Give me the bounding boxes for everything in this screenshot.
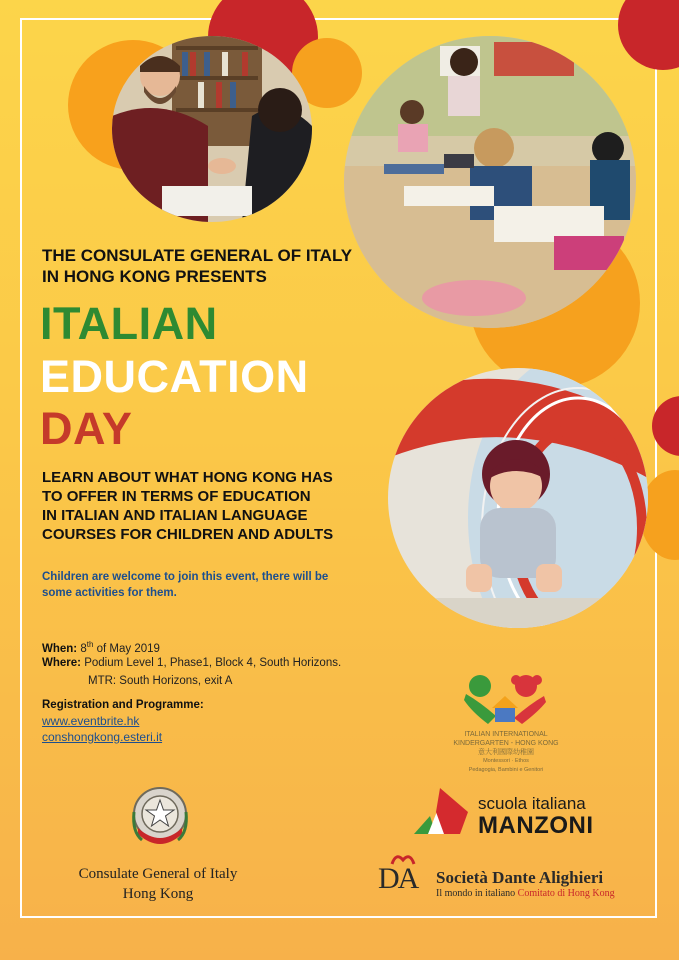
classroom-photo xyxy=(344,36,636,328)
manzoni-line-2: MANZONI xyxy=(478,812,594,839)
when-rest: of May 2019 xyxy=(96,642,160,655)
consulate-name xyxy=(60,864,256,904)
where-value: Podium Level 1, Phase1, Block 4, South Horizons. xyxy=(84,657,342,669)
eventbrite-link[interactable]: www.eventbrite.hk xyxy=(42,714,140,728)
consulate-line-1: Consulate General of Italy xyxy=(78,866,238,882)
presenter-heading xyxy=(42,245,352,287)
event-where xyxy=(42,655,341,671)
presenter-line-1: THE CONSULATE GENERAL OF ITALY xyxy=(42,246,353,265)
description-line-4: COURSES FOR CHILDREN AND ADULTS xyxy=(42,526,334,543)
children-note xyxy=(42,569,382,601)
description-line-2: TO OFFER IN TERMS OF EDUCATION xyxy=(42,488,311,505)
kindergarten-line-1: ITALIAN INTERNATIONAL xyxy=(464,731,548,738)
title-education: EDUCATION xyxy=(40,351,309,402)
children-note-line-2: some activities for them. xyxy=(42,587,177,599)
dante-tagline-a: Il mondo in italiano xyxy=(436,888,516,899)
manzoni-logo-icon xyxy=(410,782,474,838)
where-label: Where: xyxy=(42,657,81,669)
event-mtr: MTR: South Horizons, exit A xyxy=(88,675,233,687)
presenter-line-2: IN HONG KONG PRESENTS xyxy=(42,267,267,286)
kindergarten-small-2: Pedagogia, Bambini e Genitori xyxy=(468,767,544,773)
dante-monogram: DA xyxy=(378,862,418,895)
kindergarten-chinese: 意大利國際幼稚園 xyxy=(478,749,534,756)
italian-emblem-icon xyxy=(128,782,192,852)
kindergarten-line-2: KINDERGARTEN - HONG KONG xyxy=(453,740,559,747)
when-suffix: th xyxy=(86,640,94,649)
event-when xyxy=(42,637,160,657)
dante-name: Società Dante Alighieri xyxy=(436,868,604,887)
title-italian: ITALIAN xyxy=(40,298,218,349)
manzoni-line-1: scuola italiana xyxy=(478,794,586,813)
children-note-line-1: Children are welcome to join this event, there will be xyxy=(42,571,329,583)
dante-tagline xyxy=(436,888,615,899)
registration-label: Registration and Programme: xyxy=(42,699,204,711)
description-line-1: LEARN ABOUT WHAT HONG KONG HAS xyxy=(42,469,333,486)
consulate-website-link[interactable]: conshongkong.esteri.it xyxy=(42,730,163,744)
kindergarten-logo-icon xyxy=(460,672,550,728)
dante-tagline-b: Comitato di Hong Kong xyxy=(517,888,615,899)
teacher-photo xyxy=(112,36,312,222)
description-line-3: IN ITALIAN AND ITALIAN LANGUAGE xyxy=(42,507,308,524)
child-tunnel-photo xyxy=(388,368,648,628)
when-day: 8 xyxy=(80,642,87,655)
consulate-line-2: Hong Kong xyxy=(122,886,194,902)
when-label: When: xyxy=(42,642,78,655)
kindergarten-text xyxy=(438,730,574,775)
kindergarten-small-1: Montessori · Ethos xyxy=(483,758,529,764)
title-day: DAY xyxy=(40,403,133,454)
dante-ornament-icon xyxy=(390,852,416,866)
description xyxy=(42,468,382,544)
